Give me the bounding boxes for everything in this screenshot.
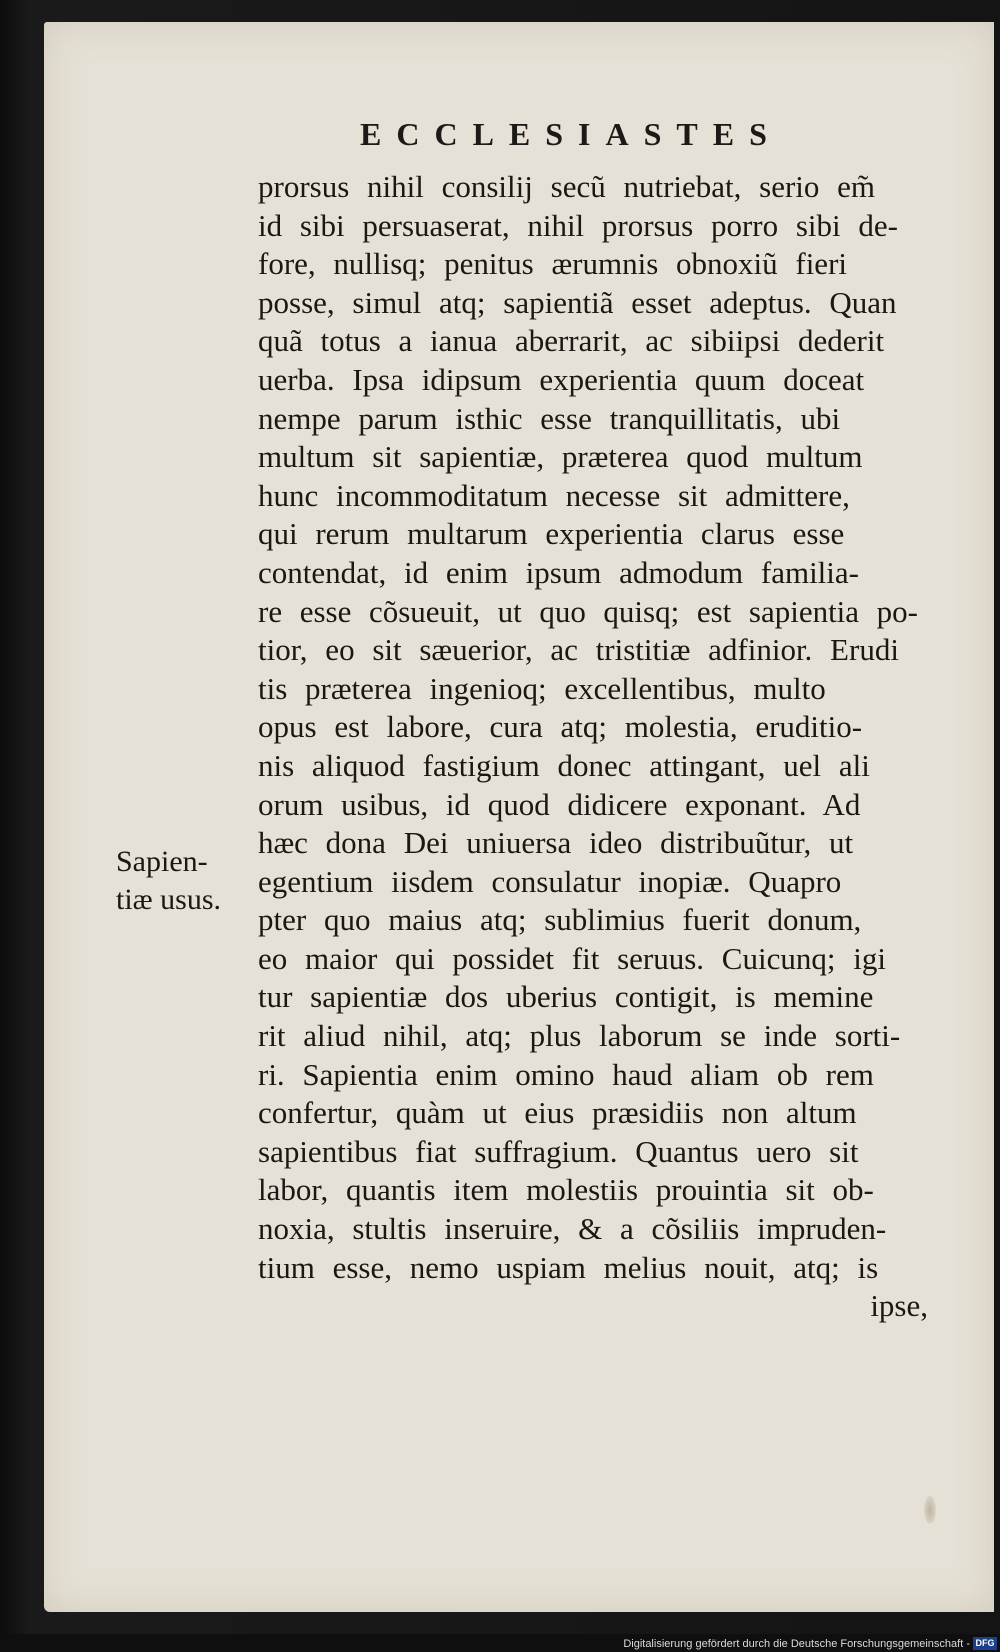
text-line: contendat, id enim ipsum admodum familia-	[258, 554, 859, 590]
funding-credit: Digitalisierung gefördert durch die Deutsche Forschungsgemeinschaft -	[623, 1638, 970, 1650]
text-line: pter quo maius atq; sublimius fuerit donum,	[258, 902, 862, 938]
marginal-note-line: tiæ usus.	[116, 883, 222, 916]
text-line: labor, quantis item molestiis prouintia sit ob-	[258, 1172, 874, 1208]
text-line: id sibi persuaserat, nihil prorsus porro sibi de-	[258, 207, 898, 243]
text-line: qui rerum multarum experientia clarus esse	[258, 516, 845, 552]
marginal-note-line: Sapien-	[116, 845, 208, 878]
text-line: confertur, quàm ut eius præsidiis non altum	[258, 1095, 857, 1131]
text-line: posse, simul atq; sapientiã esset adeptus. Quan	[258, 284, 897, 320]
text-line: fore, nullisq; penitus ærumnis obnoxiũ fieri	[258, 246, 848, 282]
text-line: sapientibus fiat suffragium. Quantus uero sit	[258, 1133, 859, 1169]
marginal-note	[116, 843, 256, 919]
text-line: eo maior qui possidet fit seruus. Cuicunq; igi	[258, 940, 886, 976]
text-line: tis præterea ingenioq; excellentibus, multo	[258, 670, 826, 706]
paper-stain	[924, 1496, 936, 1524]
text-line: re esse cõsueuit, ut quo quisq; est sapientia po-	[258, 593, 918, 629]
text-line: multum sit sapientiæ, præterea quod multum	[258, 439, 863, 475]
text-line: prorsus nihil consilij secũ nutriebat, serio em̃	[258, 169, 876, 204]
dfg-logo-icon: DFG	[973, 1637, 997, 1650]
text-line: uerba. Ipsa idipsum experientia quum doceat	[258, 361, 865, 397]
text-line: egentium iisdem consulatur inopiæ. Quapro	[258, 863, 842, 899]
text-line: hæc dona Dei uniuersa ideo distribuũtur, ut	[258, 825, 854, 861]
text-line: tior, eo sit sæuerior, ac tristitiæ adfinior. Erudi	[258, 632, 899, 668]
text-line: nempe parum isthic esse tranquillitatis, ubi	[258, 400, 841, 436]
text-line: rit aliud nihil, atq; plus laborum se inde sorti-	[258, 1018, 901, 1054]
text-line: quã totus a ianua aberrarit, ac sibiipsi dederit	[258, 323, 885, 359]
text-line: tur sapientiæ dos uberius contigit, is memine	[258, 979, 874, 1015]
running-head: ECCLESIASTES	[360, 116, 782, 152]
text-line: ri. Sapientia enim omino haud aliam ob rem	[258, 1056, 874, 1092]
text-line: tium esse, nemo uspiam melius nouit, atq; is	[258, 1249, 879, 1285]
text-line: opus est labore, cura atq; molestia, eruditio-	[258, 709, 863, 745]
text-line: nis aliquod fastigium donec attingant, uel ali	[258, 747, 870, 783]
text-line: hunc incommoditatum necesse sit admittere,	[258, 477, 850, 513]
catchword: ipse,	[870, 1288, 928, 1324]
body-text	[258, 168, 948, 1326]
footer-strip	[0, 1634, 1000, 1652]
text-line: noxia, stultis inseruire, & a cõsiliis impruden-	[258, 1211, 887, 1247]
text-line: orum usibus, id quod didicere exponant. Ad	[258, 786, 861, 822]
